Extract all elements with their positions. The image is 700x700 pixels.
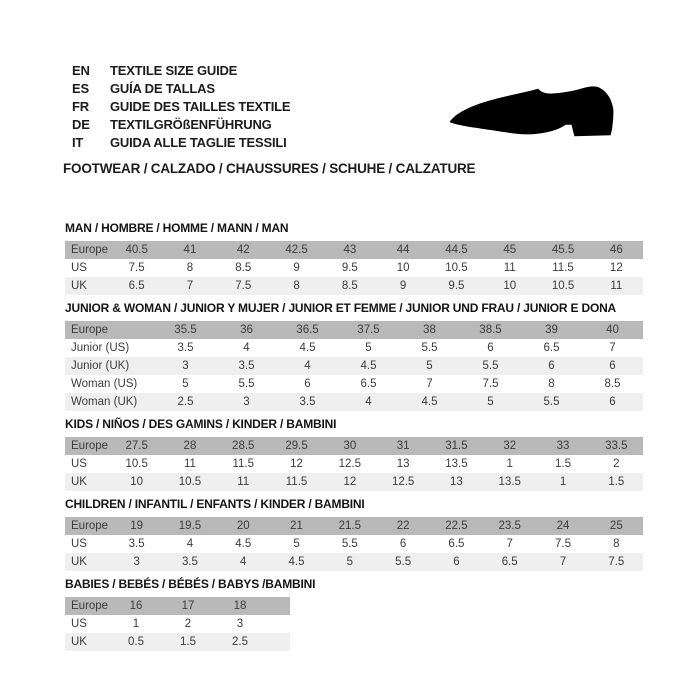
language-label: GUIDE DES TAILLES TEXTILE [110,99,291,114]
size-cell: 8.5 [235,262,252,274]
language-label: TEXTILGRÖßENFÜHRUNG [110,117,272,132]
size-cell: 19.5 [178,520,202,532]
table-row [65,277,643,295]
row-label: UK [71,476,87,488]
language-row-de [72,116,290,134]
size-cell: 5.5 [421,342,438,354]
size-cell: 6.5 [501,556,518,568]
size-cell: 1.5 [608,476,625,488]
language-code: ES [72,81,89,96]
size-cell: 8 [613,538,620,550]
size-tables [65,222,643,658]
size-cell: 35.5 [174,324,197,336]
size-cell: 13 [450,476,463,488]
size-cell: 6 [304,378,311,390]
size-cell: 39 [545,324,558,336]
size-cell: 10.5 [445,262,468,274]
size-cell: 28 [183,440,197,452]
row-label: US [71,262,87,274]
size-cell: 22.5 [445,520,468,532]
size-cell: 10 [396,262,410,274]
size-cell: 5 [487,396,494,408]
language-row-fr [72,98,290,116]
size-cell: 5 [365,342,372,354]
size-cell: 8.5 [341,280,358,292]
size-cell: 12 [609,262,623,274]
size-section-3 [65,498,643,571]
size-cell: 33.5 [605,440,628,452]
size-cell: 30 [343,440,357,452]
row-label: Woman (US) [71,378,138,390]
size-cell: 22 [396,520,410,532]
row-label: US [71,458,87,470]
size-cell: 29.5 [285,440,308,452]
table-row [65,535,643,553]
row-label: UK [71,556,87,568]
size-cell: 8 [293,280,300,292]
section-title: KIDS / NIÑOS / DES GAMINS / KINDER / BAMBINI [65,417,337,431]
size-cell: 8 [186,262,194,274]
size-cell: 6 [609,360,616,372]
table-row [65,375,643,393]
size-cell: 21.5 [338,520,362,532]
language-code: DE [72,117,90,132]
category-line: FOOTWEAR / CALZADO / CHAUSSURES / SCHUHE / CALZATURE [63,161,476,176]
size-cell: 4 [186,538,194,550]
size-cell: 3.5 [128,538,145,550]
table-row [65,553,643,571]
size-cell: 31.5 [445,440,468,452]
size-cell: 23.5 [498,520,521,532]
size-cell: 2.5 [232,636,248,648]
size-cell: 13 [396,458,410,470]
size-cell: 7.5 [555,538,572,550]
size-cell: 7 [609,342,616,354]
size-cell: 8.5 [604,378,621,390]
size-cell: 5.5 [482,360,499,372]
section-title: CHILDREN / INFANTIL / ENFANTS / KINDER / BAMBINI [65,497,365,511]
size-cell: 6.5 [448,538,465,550]
size-cell: 28.5 [232,440,255,452]
size-section-0 [65,222,643,295]
row-label: Europe [71,520,109,532]
row-label: Junior (UK) [71,360,130,372]
size-cell: 3 [133,556,140,568]
size-cell: 1.5 [555,458,572,470]
size-cell: 6 [609,396,616,408]
size-cell: 42.5 [285,244,308,256]
table-row [65,473,643,491]
size-cell: 32 [503,440,517,452]
size-cell: 9.5 [448,280,465,292]
size-cell: 38.5 [479,324,502,336]
size-cell: 11.5 [552,262,574,274]
size-section-4 [65,578,643,651]
size-cell: 7.5 [608,556,625,568]
size-cell: 7 [186,280,194,292]
table-row [65,633,290,651]
size-cell: 7 [559,556,567,568]
language-label: TEXTILE SIZE GUIDE [110,63,238,78]
size-cell: 10 [503,280,517,292]
language-row-it [72,134,290,152]
size-cell: 11.5 [285,476,308,488]
size-cell: 0.5 [128,636,144,648]
size-cell: 5 [293,538,300,550]
size-cell: 3.5 [181,556,198,568]
size-cell: 19 [130,520,144,532]
size-cell: 7.5 [482,378,499,390]
size-cell: 2.5 [177,396,194,408]
size-cell: 40 [606,324,619,336]
size-cell: 1 [559,476,567,488]
table-row [65,339,643,357]
table-row [65,393,643,411]
size-cell: 31 [396,440,410,452]
row-label: US [71,618,87,630]
language-code: EN [72,63,90,78]
size-cell: 11 [237,476,250,488]
size-cell: 41 [183,244,197,256]
size-section-1 [65,302,643,411]
size-table [65,437,643,491]
size-cell: 37.5 [357,324,380,336]
size-cell: 6.5 [543,342,560,354]
size-cell: 5 [346,556,354,568]
size-cell: 43 [343,244,357,256]
row-label: US [71,538,87,550]
size-cell: 8 [548,378,555,390]
row-label: Woman (UK) [71,396,138,408]
language-list [72,62,290,152]
size-cell: 6 [399,538,407,550]
size-cell: 1.5 [180,636,196,648]
size-cell: 46 [609,244,623,256]
row-label: Junior (US) [71,342,130,354]
size-cell: 12 [290,458,303,470]
size-cell: 1 [506,458,513,470]
language-label: GUÍA DE TALLAS [110,81,215,96]
size-table [65,241,643,295]
size-cell: 10.5 [551,280,575,292]
size-cell: 45.5 [551,244,575,256]
size-cell: 11.5 [232,458,254,470]
table-row [65,357,643,375]
language-row-en [72,62,290,80]
size-cell: 17 [181,600,195,612]
size-cell: 7.5 [235,280,252,292]
size-cell: 5.5 [238,378,255,390]
size-cell: 20 [236,520,250,532]
size-cell: 6 [487,342,494,354]
row-label: Europe [71,324,109,336]
size-cell: 10 [130,476,144,488]
size-cell: 25 [609,520,623,532]
size-cell: 4.5 [421,396,438,408]
size-cell: 9 [399,280,407,292]
size-cell: 12.5 [338,458,362,470]
size-cell: 3 [182,360,189,372]
table-row [65,437,643,455]
size-cell: 6.5 [360,378,377,390]
section-title: BABIES / BEBÉS / BÉBÉS / BABYS /BAMBINI [65,577,316,591]
size-cell: 13.5 [498,476,521,488]
size-cell: 36 [240,324,253,336]
row-label: Europe [71,244,109,256]
size-cell: 24 [556,520,570,532]
row-label: Europe [71,440,109,452]
row-label: UK [71,280,87,292]
size-cell: 1 [132,618,140,630]
language-label: GUIDA ALLE TAGLIE TESSILI [110,135,287,150]
size-cell: 4.5 [299,342,316,354]
size-cell: 18 [233,600,247,612]
size-cell: 4 [304,360,311,372]
size-cell: 9.5 [341,262,358,274]
language-code: IT [72,135,84,150]
size-cell: 44 [396,244,410,256]
shoe-silhouette-icon [442,78,642,164]
size-cell: 3.5 [177,342,194,354]
size-cell: 4 [365,396,372,408]
section-title: MAN / HOMBRE / HOMME / MANN / MAN [65,221,289,235]
size-cell: 11 [503,262,516,274]
size-cell: 38 [423,324,436,336]
size-cell: 27.5 [125,440,148,452]
size-cell: 13.5 [445,458,468,470]
size-cell: 2 [184,618,192,630]
size-cell: 12.5 [391,476,415,488]
size-cell: 6.5 [128,280,145,292]
size-table [65,517,643,571]
size-cell: 5.5 [395,556,412,568]
size-cell: 3 [236,618,244,630]
size-cell: 5.5 [543,396,560,408]
size-table [65,597,290,651]
size-cell: 45 [503,244,517,256]
table-row [65,455,643,473]
size-cell: 5 [426,360,433,372]
size-cell: 4.5 [288,556,305,568]
size-cell: 10.5 [125,458,148,470]
table-row [65,241,643,259]
language-row-es [72,80,290,98]
size-cell: 4.5 [360,360,377,372]
size-cell: 16 [129,600,143,612]
size-cell: 7 [426,378,433,390]
row-label: UK [71,636,87,648]
size-cell: 2 [613,458,620,470]
size-cell: 5.5 [341,538,358,550]
row-label: Europe [71,600,109,612]
table-row [65,517,643,535]
size-cell: 36.5 [296,324,319,336]
size-cell: 42 [236,244,250,256]
size-cell: 12 [343,476,357,488]
size-cell: 10.5 [178,476,202,488]
size-cell: 11 [610,280,623,292]
size-cell: 9 [293,262,300,274]
size-section-2 [65,418,643,491]
size-cell: 6 [548,360,555,372]
table-row [65,615,290,633]
language-code: FR [72,99,89,114]
size-cell: 4 [240,556,247,568]
size-cell: 4.5 [235,538,252,550]
size-cell: 7 [506,538,513,550]
size-cell: 21 [290,520,303,532]
size-cell: 33 [556,440,570,452]
size-cell: 3.5 [238,360,255,372]
size-cell: 3.5 [299,396,316,408]
table-row [65,321,643,339]
section-title: JUNIOR & WOMAN / JUNIOR Y MUJER / JUNIOR ET FEMME / JUNIOR UND FRAU / JUNIOR E DONA [65,301,617,315]
size-cell: 40.5 [125,244,148,256]
size-cell: 7.5 [128,262,145,274]
table-row [65,259,643,277]
size-cell: 6 [453,556,460,568]
size-cell: 11 [183,458,196,470]
size-cell: 3 [243,396,250,408]
table-row [65,597,290,615]
size-table [65,321,643,411]
size-cell: 44.5 [445,244,468,256]
size-cell: 4 [243,342,250,354]
size-cell: 5 [182,378,189,390]
